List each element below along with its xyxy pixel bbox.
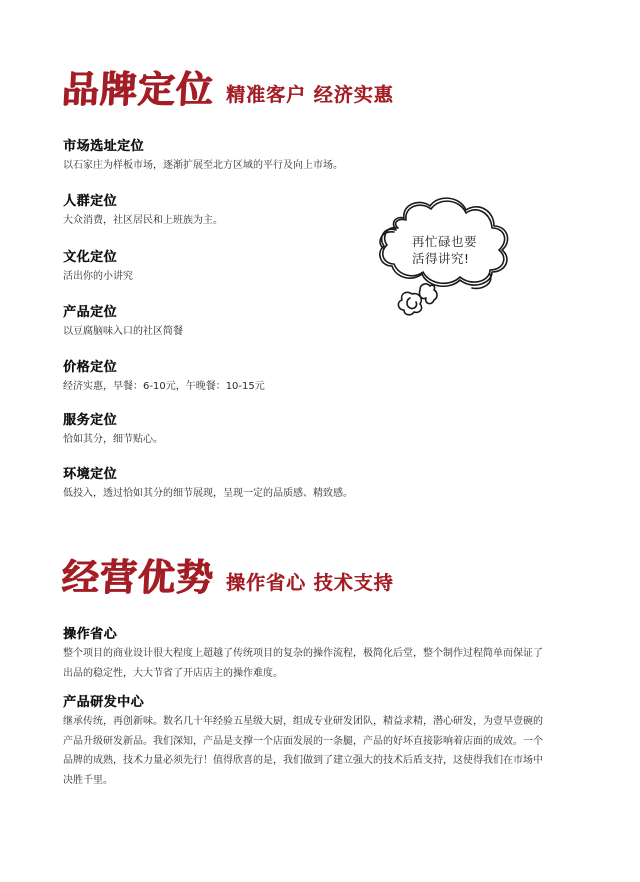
text-line: 整个项目的商业设计很大程度上超越了传统项目的复杂的操作流程，极简化后堂，整个制作过程简单而保证了 <box>63 648 543 659</box>
section-subtitle: 精准客户 经济实惠 <box>226 84 394 106</box>
text-line: 品牌的成熟，技术力量必须先行！值得欣喜的是，我们做到了建立强大的技术后盾支持，这使得我们在市场中 <box>63 755 543 766</box>
bubble-text <box>412 233 492 267</box>
item-environment <box>63 466 583 503</box>
item-text: 以豆腐脑味入口的社区简餐 <box>63 326 183 337</box>
bubble-line-2: 活得讲究! <box>412 251 470 266</box>
item-text: 以石家庄为样板市场，逐渐扩展至北方区域的平行及向上市场。 <box>63 160 343 171</box>
item-title: 人群定位 <box>63 194 118 209</box>
item-easy-operation <box>63 626 583 683</box>
section-title: 经营优势 <box>60 556 216 599</box>
text-line: 继承传统，再创新味。数名几十年经验五星级大厨，组成专业研发团队，精益求精，潜心研发，为壹早壹碗的 <box>63 716 543 727</box>
item-text: 活出你的小讲究 <box>63 271 133 282</box>
item-title: 环境定位 <box>63 467 118 482</box>
item-title: 产品研发中心 <box>63 695 145 710</box>
item-rd-center <box>63 694 583 790</box>
thought-bubble <box>374 186 522 336</box>
operating-advantages-header <box>62 556 394 600</box>
item-text: 低投入，透过恰如其分的细节展现，呈现一定的品质感、精致感。 <box>63 488 353 499</box>
section-subtitle: 操作省心 技术支持 <box>226 572 394 594</box>
item-title: 市场选址定位 <box>63 139 145 154</box>
item-price <box>63 359 583 396</box>
item-title: 价格定位 <box>63 360 118 375</box>
text-line: 出品的稳定性，大大节省了开店店主的操作难度。 <box>63 667 283 679</box>
item-text: 经济实惠，早餐：6-10元，午晚餐：10-15元 <box>63 381 265 392</box>
brand-positioning-header <box>62 68 394 112</box>
item-market-location <box>63 138 583 175</box>
item-text <box>63 712 583 790</box>
item-text <box>63 644 583 683</box>
section-title: 品牌定位 <box>60 68 216 111</box>
item-title: 文化定位 <box>63 250 118 265</box>
item-text: 大众消费，社区居民和上班族为主。 <box>63 215 223 226</box>
text-line: 决胜千里。 <box>63 774 113 786</box>
item-text: 恰如其分，细节贴心。 <box>63 434 163 445</box>
bubble-line-1: 再忙碌也要 <box>412 234 478 249</box>
item-title: 操作省心 <box>63 627 118 642</box>
item-title: 服务定位 <box>63 413 118 428</box>
text-line: 产品升级研发新品。我们深知，产品是支撑一个店面发展的一条腿，产品的好坏直接影响着店面的成效。一个 <box>63 735 543 747</box>
item-title: 产品定位 <box>63 305 118 320</box>
item-service <box>63 412 583 449</box>
